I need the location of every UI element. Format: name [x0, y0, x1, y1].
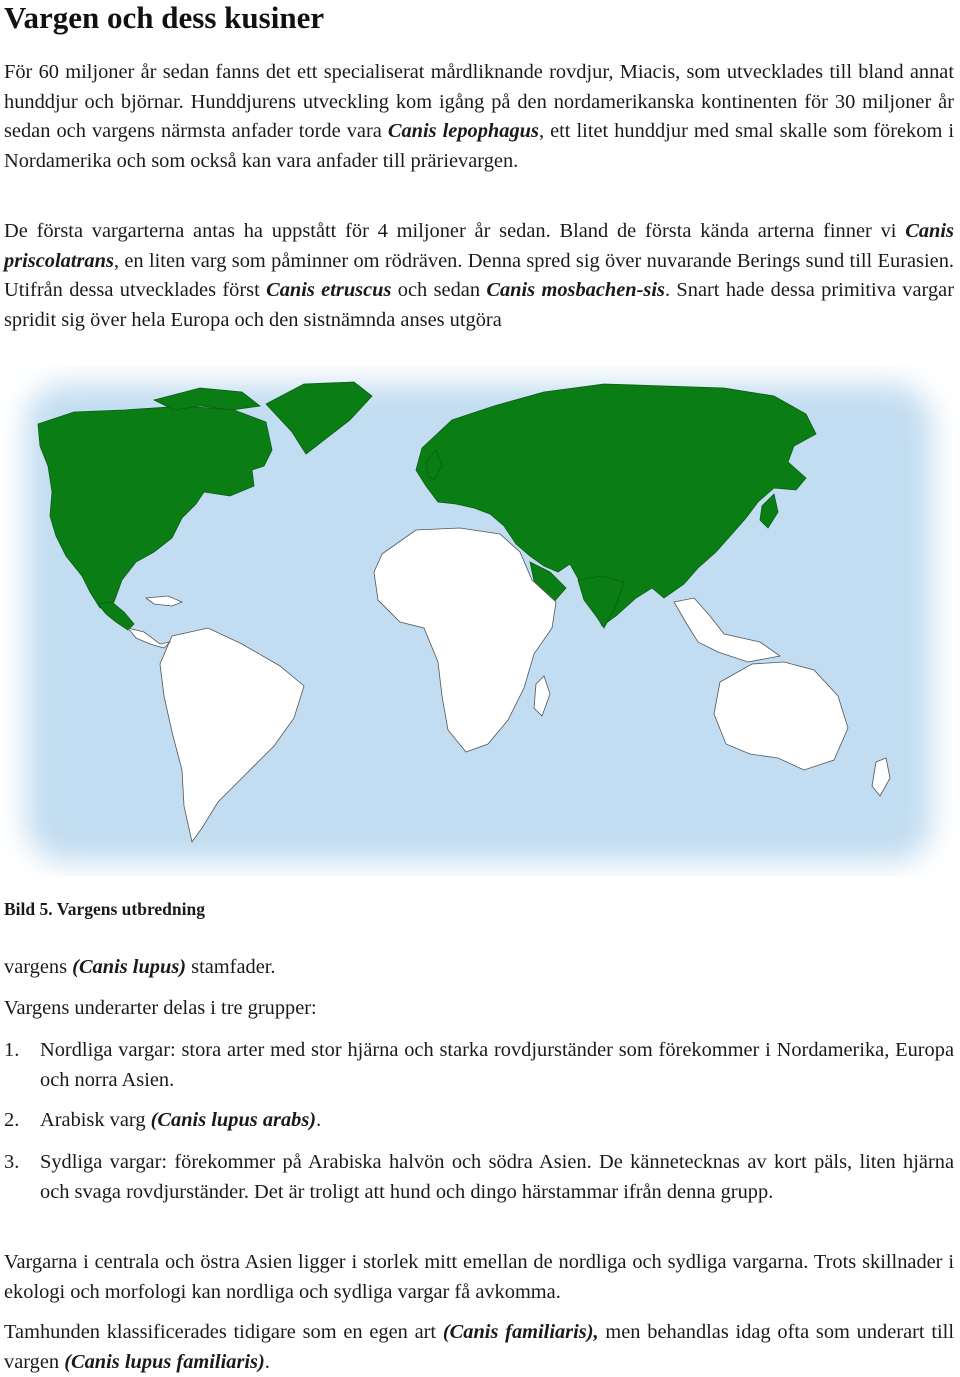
para2-text-3: och sedan [391, 279, 487, 302]
list-text-part: Sydliga vargar: förekommer på Arabiska halvön och södra Asien. De kännetecknas av kort päls, liten hjärna och svaga rovdjurständer. Det är troligt att hund och dingo härstammar ifrån denna grupp. [40, 1151, 954, 1203]
list-text [40, 1106, 954, 1136]
list-text-part: Nordliga vargar: stora arter med stor hjärna och starka rovdjurständer som förekommer i Nordamerika, Europa och norra Asien. [40, 1039, 954, 1091]
para4-text-1: Tamhunden klassificerades tidigare som en egen art [4, 1321, 443, 1343]
list-text-part: Arabisk varg [40, 1109, 151, 1131]
species-name: (Canis familiaris), [442, 1321, 599, 1343]
para2-text-1: De första vargarterna antas ha uppstått för 4 miljoner år sedan. Bland de första kända arterna finner vi [4, 220, 906, 242]
cont-text-2: stamfader. [186, 956, 276, 978]
species-name: (Canis lupus arabs) [150, 1109, 317, 1131]
world-map-svg [4, 366, 954, 876]
cont-text-1: vargens [4, 956, 73, 978]
species-name: Canis lepophagus [387, 120, 539, 143]
list-text-part: . [316, 1109, 322, 1131]
paragraph-central-asia: Vargarna i centrala och östra Asien ligger i storlek mitt emellan de nordliga och sydliga vargarna. Trots skillnader i ekologi och morfologi kan nordliga och sydliga vargar få avkomma. [4, 1251, 954, 1303]
wolf-range-map [4, 366, 954, 876]
para2-text-4: . Snart hade dessa primitiva vargar spridit sig över hela Europa och den sistnämnda anses utgöra [4, 279, 954, 331]
paragraph-domestic-dog [4, 1318, 954, 1377]
para1-text-2: , ett litet hunddjur med smal skalle som förekom i Nordamerika och som också kan vara anfader till prärievargen. [4, 120, 955, 172]
para1-text-1: För 60 miljoner år sedan fanns det ett specialiserat mårdliknande rovdjur, Miacis, som utvecklades till bland annat hunddjur och björnar. Hunddjurens utveckling kom igång på den nordamerikanska kontinenten för 30 miljoner år sedan och vargens närmsta anfader torde vara [4, 61, 954, 143]
list-number: 3. [4, 1151, 20, 1173]
para4-text-3: . [264, 1350, 270, 1373]
species-name: Canis etruscus [266, 279, 392, 302]
list-number: 2. [4, 1109, 20, 1131]
species-name: (Canis lupus) [72, 956, 187, 978]
list-number: 1. [4, 1039, 20, 1061]
para4-text-2: men behandlas idag ofta som underart till vargen [4, 1321, 955, 1373]
list-text [40, 1036, 954, 1095]
groups-intro: Vargens underarter delas i tre grupper: [4, 997, 317, 1019]
species-name: Canis priscolatrans [4, 220, 954, 272]
para2-text-2: , en liten varg som påminner om rödräven. Denna spred sig över nuvarande Berings sund till Eurasien. Utifrån dessa utvecklades först [4, 249, 954, 302]
page-title: Vargen och dess kusiner [4, 0, 325, 35]
paragraph-continuation [4, 953, 954, 983]
paragraph-origins [4, 58, 954, 176]
figure-caption: Bild 5. Vargens utbredning [4, 899, 205, 919]
species-name: Canis mosbachen-sis [486, 279, 665, 302]
species-name: (Canis lupus familiaris) [64, 1350, 265, 1373]
list-text [40, 1148, 954, 1207]
paragraph-first-wolves [4, 217, 954, 335]
